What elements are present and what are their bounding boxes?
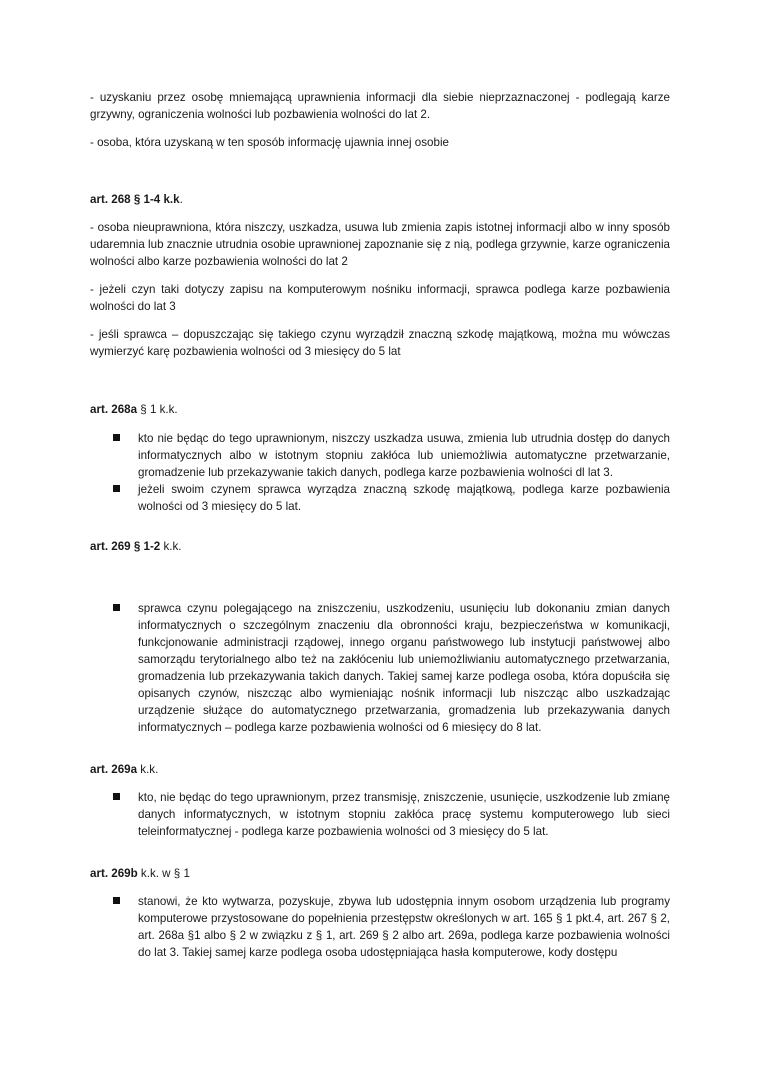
list-item: [90, 893, 670, 961]
list-item-text: jeżeli swoim czynem sprawca wyrządza znaczną szkodę majątkową, podlega karze pozbawienia wolności od 3 miesięcy do 5 lat.: [138, 483, 670, 513]
document-page: [90, 89, 670, 961]
list-item: [90, 430, 670, 481]
art269a-heading-bold: art. 269a: [90, 763, 138, 776]
art269-heading-rest: k.k.: [160, 540, 182, 553]
bullet-square-icon: [113, 897, 120, 904]
art268-heading: [90, 191, 670, 208]
art269a-heading: [90, 761, 670, 778]
art269a-list: [90, 789, 670, 840]
bullet-square-icon: [113, 485, 120, 492]
art268a-heading-rest: § 1 k.k.: [137, 403, 178, 416]
art268-heading-bold: art. 268 § 1-4 k.k: [90, 193, 180, 206]
art268-paragraph-1: - osoba nieuprawniona, która niszczy, uszkadza, usuwa lub zmienia zapis istotnej informacji albo w inny sposób udaremnia lub znacznie utrudnia osobie uprawnionej zapoznanie się z nią, podlega grzywnie, karze ograniczenia wolności albo karze pozbawienia wolności do lat 2: [90, 221, 670, 268]
intro-paragraph-1: - uzyskaniu przez osobę mniemającą uprawnienia informacji dla siebie nieprzaznaczonej - podlegają karze grzywny, ograniczenia wolności lub pozbawienia wolności do lat 2.: [90, 91, 670, 121]
art268-heading-tail: .: [179, 193, 183, 206]
list-item-text: kto, nie będąc do tego uprawnionym, przez transmisję, zniszczenie, usunięcie, uszkodzenie lub zmianę danych informatycznych, w istotnym stopniu zakłóca pracę systemu komputerowego lub sieci teleinformatycznej - podlega karze pozbawienia wolności od 3 miesięcy do 5 lat.: [138, 791, 670, 838]
list-item-text: kto nie będąc do tego uprawnionym, niszczy uszkadza usuwa, zmienia lub utrudnia dostęp do danych informatycznych albo w istotnym stopniu zakłóca lub uniemożliwia automatyczne przetwarzanie, gromadzenie lub przekazywanie takich danych, podlega karze pozbawienia wolności dl lat 3.: [138, 432, 670, 479]
art269b-heading-rest: k.k. w § 1: [137, 867, 190, 880]
list-item: [90, 600, 670, 736]
bullet-square-icon: [113, 434, 120, 441]
art269b-heading: [90, 865, 670, 882]
art268a-heading: [90, 401, 670, 418]
bullet-square-icon: [113, 793, 120, 800]
bullet-square-icon: [113, 604, 120, 611]
list-item: [90, 481, 670, 515]
list-item-text: stanowi, że kto wytwarza, pozyskuje, zbywa lub udostępnia innym osobom urządzenia lub programy komputerowe przystosowane do popełnienia przestępstw określonych w art. 165 § 1 pkt.4, art. 267 § 2, art. 268a §1 albo § 2 w związku z § 1, art. 269 § 2 albo art. 269a, podlega karze pozbawienia wolności do lat 3. Takiej samej karze podlega osoba udostępniająca hasła komputerowe, kody dostępu: [138, 895, 670, 959]
art268a-heading-bold: art. 268a: [90, 403, 138, 416]
art269a-heading-rest: k.k.: [137, 763, 159, 776]
art268a-list: [90, 430, 670, 515]
art269-heading-bold: art. 269 § 1-2: [90, 540, 161, 553]
list-item-text: sprawca czynu polegającego na zniszczeniu, uszkodzeniu, usunięciu lub dokonaniu zmian danych informatycznych o szczególnym znaczeniu dla obronności kraju, bezpieczeństwa w komunikacji, funkcjonowanie administracji rządowej, innego organu państwowego lub instytucji państwowej albo samorządu terytorialnego albo też na zakłóceniu lub uniemożliwianiu automatycznego przetwarzania, gromadzenia lub przekazywania takich danych. Takiej samej karze podlega osoba, która dopuściła się opisanych czynów, niszcząc albo wymieniając nośnik informacji lub niszcząc albo uszkadzając urządzenie służące do automatycznego przetwarzania, gromadzenia lub przekazywania danych informatycznych – podlega karze pozbawienia wolności od 6 miesięcy do 8 lat.: [138, 602, 670, 734]
art269-heading: [90, 538, 670, 555]
list-item: [90, 789, 670, 840]
intro-paragraph-2: - osoba, która uzyskaną w ten sposób informację ujawnia innej osobie: [90, 136, 449, 149]
art269b-list: [90, 893, 670, 961]
art269-list: [90, 600, 670, 736]
art269b-heading-bold: art. 269b: [90, 867, 138, 880]
art268-paragraph-2: - jeżeli czyn taki dotyczy zapisu na komputerowym nośniku informacji, sprawca podlega karze pozbawienia wolności do lat 3: [90, 283, 670, 313]
art268-paragraph-3: - jeśli sprawca – dopuszczając się takiego czynu wyrządził znaczną szkodę majątkową, można mu wówczas wymierzyć karę pozbawienia wolności od 3 miesięcy do 5 lat: [90, 328, 670, 358]
